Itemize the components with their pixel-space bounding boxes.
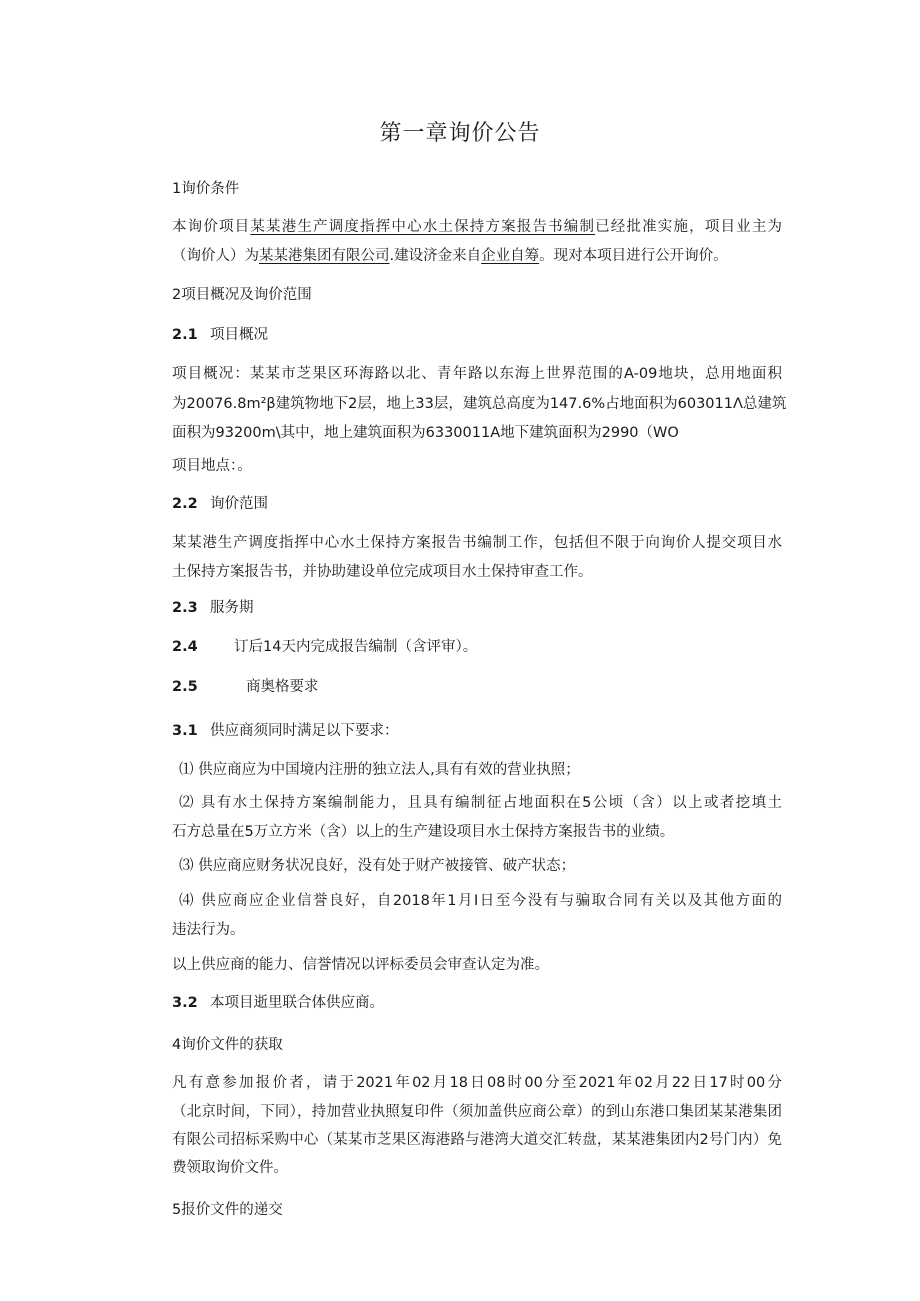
paragraph-line: 有限公司招标采购中心（某某市芝果区海港路与港湾大道交汇转盘，某某港集团内2号门内）免: [172, 1132, 782, 1148]
requirement-2: ⑵ 具有水土保持方案编制能力，且具有编制征占地面积在5公顷（含）以上或者挖填土: [179, 795, 782, 811]
requirement-4: ⑷ 供应商应企业信誉良好，自2018年1月I日至今没有与骗取合同有关以及其他方面的: [179, 893, 782, 909]
paragraph-line: （北京时间，下同），持加营业执照复印件（须加盖供应商公章）的到山东港口集团某某港集团: [172, 1104, 782, 1120]
section-heading-5: 5报价文件的递交: [172, 1202, 283, 1218]
paragraph-line: 面积为93200m\其中，地上建筑面积为6330011A地下建筑面积为2990（WO: [172, 425, 679, 441]
subsection-2-1: 2.1 项目概况: [172, 327, 268, 343]
project-name: 某某港生产调度指挥中心水土保持方案报告书编制: [250, 219, 596, 235]
subsection-3-1: 3.1 供应商须同时满足以下要求：: [172, 723, 399, 739]
paragraph-line: 为20076.8m²β建筑物地下2层，地上33层，建筑总高度为147.6%占地面积为603011Λ总建筑: [172, 396, 787, 412]
requirement-3: ⑶ 供应商应财务状况良好，没有处于财产被接管、破产状态；: [179, 858, 576, 874]
paragraph-line: 违法行为。: [172, 922, 245, 938]
paragraph-line: 石方总量在5万立方米（含）以上的生产建设项目水土保持方案报告书的业绩。: [172, 824, 675, 840]
paragraph-line: 本询价项目某某港生产调度指挥中心水土保持方案报告书编制已经批准实施，项目业主为: [172, 219, 783, 235]
subsection-2-2: 2.2 询价范围: [172, 496, 268, 512]
section-heading-4: 4询价文件的获取: [172, 1037, 283, 1053]
subsection-2-5: 2.5 商奥格要求: [172, 679, 319, 695]
subsection-2-3: 2.3 服务期: [172, 600, 254, 616]
paragraph-line: 项目概况：某某市芝果区环海路以北、青年路以东海上世界范围的A-09地块，总用地面积: [172, 366, 782, 382]
paragraph-line: 费领取询价文件。: [172, 1160, 288, 1176]
project-location: 项目地点：。: [172, 458, 252, 474]
requirement-1: ⑴ 供应商应为中国境内注册的独立法人,具有有效的营业执照；: [179, 762, 580, 778]
section-heading-1: 1询价条件: [172, 181, 240, 197]
subsection-3-2: 3.2 本项目逝里联合体供应商。: [172, 995, 384, 1011]
section-heading-2: 2项目概况及询价范围: [172, 287, 312, 303]
paragraph-line: （询价人）为某某港集团有限公司.建设济金来自企业自筹。现对本项目进行公开询价。: [172, 248, 728, 264]
paragraph-line: 土保持方案报告书，并协助建设单位完成项目水土保持审查工作。: [172, 564, 593, 580]
owner-name: 某某港集团有限公司: [259, 248, 390, 264]
paragraph-line: 凡有意参加报价者，请于2021年02月18日08时00分至2021年02月22日17时00分: [172, 1075, 782, 1091]
subsection-2-4: 2.4 订后14天内完成报告编制（含评审）。: [172, 639, 478, 655]
page-title: 第一章询价公告: [379, 121, 541, 146]
fund-source: 企业自筹: [481, 248, 540, 264]
paragraph-line: 某某港生产调度指挥中心水土保持方案报告书编制工作，包括但不限于向询价人提交项目水: [172, 535, 782, 551]
note-paragraph: 以上供应商的能力、信誉情况以评标委员会审查认定为准。: [172, 957, 549, 973]
